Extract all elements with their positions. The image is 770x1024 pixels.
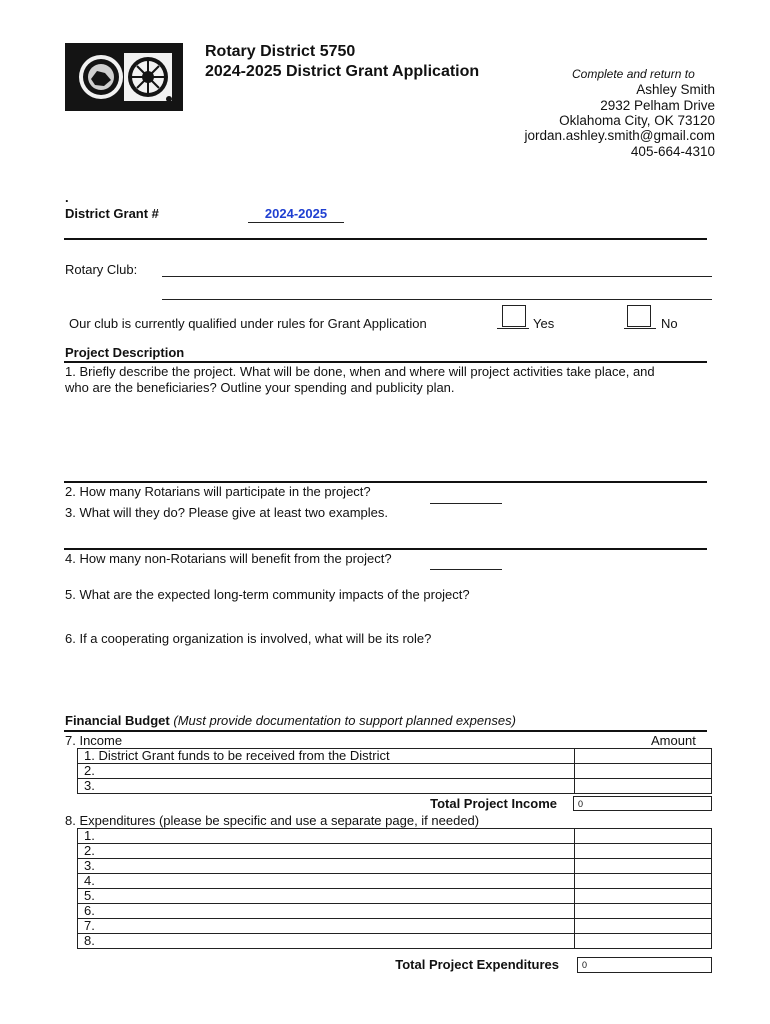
expend-amount-cell[interactable] bbox=[575, 844, 712, 859]
question-3: 3. What will they do? Please give at least two examples. bbox=[65, 505, 388, 520]
question-6: 6. If a cooperating organization is involved, what will be its role? bbox=[65, 631, 432, 646]
expend-row-label[interactable]: 4. bbox=[78, 874, 575, 889]
financial-budget-title: Financial Budget bbox=[65, 713, 170, 728]
contact-name: Ashley Smith bbox=[636, 82, 715, 97]
financial-budget-note: (Must provide documentation to support planned expenses) bbox=[173, 713, 516, 728]
income-label: 7. Income bbox=[65, 733, 123, 748]
financial-budget-heading bbox=[65, 713, 516, 728]
question-4: 4. How many non-Rotarians will benefit from the project? bbox=[65, 551, 392, 566]
yes-label: Yes bbox=[533, 316, 555, 331]
budget-divider bbox=[64, 730, 707, 732]
expend-amount-cell[interactable] bbox=[575, 874, 712, 889]
table-row bbox=[78, 859, 712, 874]
table-row bbox=[78, 919, 712, 934]
project-divider bbox=[64, 361, 707, 363]
table-row bbox=[78, 764, 712, 779]
income-row-label[interactable]: 2. bbox=[78, 764, 575, 779]
expend-row-label[interactable]: 3. bbox=[78, 859, 575, 874]
rotary-club-field-2[interactable] bbox=[162, 299, 712, 300]
expend-row-label[interactable]: 5. bbox=[78, 889, 575, 904]
expenditures-label: 8. Expenditures (please be specific and use a separate page, if needed) bbox=[65, 813, 480, 828]
rotary-club-field[interactable] bbox=[162, 276, 712, 277]
return-to-label: Complete and return to bbox=[572, 67, 695, 81]
expend-row-label[interactable]: 7. bbox=[78, 919, 575, 934]
income-table bbox=[77, 748, 712, 794]
question-1-line-1: 1. Briefly describe the project. What will be done, when and where will project activities take place, and bbox=[65, 364, 655, 379]
no-underline bbox=[624, 328, 656, 329]
no-checkbox[interactable] bbox=[627, 305, 651, 327]
question-1-line-2: who are the beneficiaries? Outline your spending and publicity plan. bbox=[65, 380, 455, 395]
total-expenditures-value[interactable]: 0 bbox=[577, 957, 712, 973]
grant-dot: . bbox=[65, 190, 69, 205]
total-expenditures-label: Total Project Expenditures bbox=[395, 957, 559, 972]
table-row bbox=[78, 779, 712, 794]
expend-amount-cell[interactable] bbox=[575, 904, 712, 919]
total-income-value[interactable]: 0 bbox=[573, 796, 712, 811]
title-line-1: Rotary District 5750 bbox=[205, 43, 356, 60]
question-2: 2. How many Rotarians will participate in the project? bbox=[65, 484, 371, 499]
table-row bbox=[78, 749, 712, 764]
rotary-logo bbox=[65, 43, 183, 111]
expend-amount-cell[interactable] bbox=[575, 859, 712, 874]
expend-row-label[interactable]: 2. bbox=[78, 844, 575, 859]
amount-label: Amount bbox=[651, 733, 696, 748]
no-label: No bbox=[661, 316, 678, 331]
table-row bbox=[78, 874, 712, 889]
table-row bbox=[78, 904, 712, 919]
total-income-label: Total Project Income bbox=[430, 796, 557, 811]
q4-divider bbox=[64, 548, 707, 550]
expend-row-label[interactable]: 8. bbox=[78, 934, 575, 949]
question-5: 5. What are the expected long-term community impacts of the project? bbox=[65, 587, 470, 602]
table-row bbox=[78, 889, 712, 904]
question-2-field[interactable] bbox=[430, 503, 502, 504]
q2-divider bbox=[64, 481, 707, 483]
expend-amount-cell[interactable] bbox=[575, 919, 712, 934]
yes-checkbox[interactable] bbox=[502, 305, 526, 327]
expend-amount-cell[interactable] bbox=[575, 889, 712, 904]
contact-city: Oklahoma City, OK 73120 bbox=[559, 113, 715, 128]
income-row-label[interactable]: 3. bbox=[78, 779, 575, 794]
project-description-heading: Project Description bbox=[65, 345, 185, 360]
section-divider bbox=[64, 238, 707, 240]
table-row bbox=[78, 844, 712, 859]
income-row-label: 1. District Grant funds to be received from the District bbox=[78, 749, 575, 764]
expend-amount-cell[interactable] bbox=[575, 934, 712, 949]
expend-row-label[interactable]: 1. bbox=[78, 829, 575, 844]
question-4-field[interactable] bbox=[430, 569, 502, 570]
contact-phone: 405-664-4310 bbox=[630, 144, 715, 159]
income-amount-cell[interactable] bbox=[575, 764, 712, 779]
expenditures-table bbox=[77, 828, 712, 949]
district-grant-label: District Grant # bbox=[65, 206, 159, 221]
table-row bbox=[78, 829, 712, 844]
grant-underline bbox=[248, 222, 344, 223]
expend-amount-cell[interactable] bbox=[575, 829, 712, 844]
contact-email: jordan.ashley.smith@gmail.com bbox=[524, 128, 715, 143]
income-amount-cell[interactable] bbox=[575, 749, 712, 764]
yes-underline bbox=[497, 328, 529, 329]
rotary-club-label: Rotary Club: bbox=[65, 262, 138, 277]
table-row bbox=[78, 934, 712, 949]
district-grant-value[interactable]: 2024-2025 bbox=[264, 206, 328, 221]
rotary-emblem-icon bbox=[71, 49, 177, 105]
title-line-2: 2024-2025 District Grant Application bbox=[205, 63, 480, 80]
qualified-question: Our club is currently qualified under rules for Grant Application bbox=[69, 316, 427, 331]
income-amount-cell[interactable] bbox=[575, 779, 712, 794]
contact-street: 2932 Pelham Drive bbox=[600, 98, 715, 113]
expend-row-label[interactable]: 6. bbox=[78, 904, 575, 919]
